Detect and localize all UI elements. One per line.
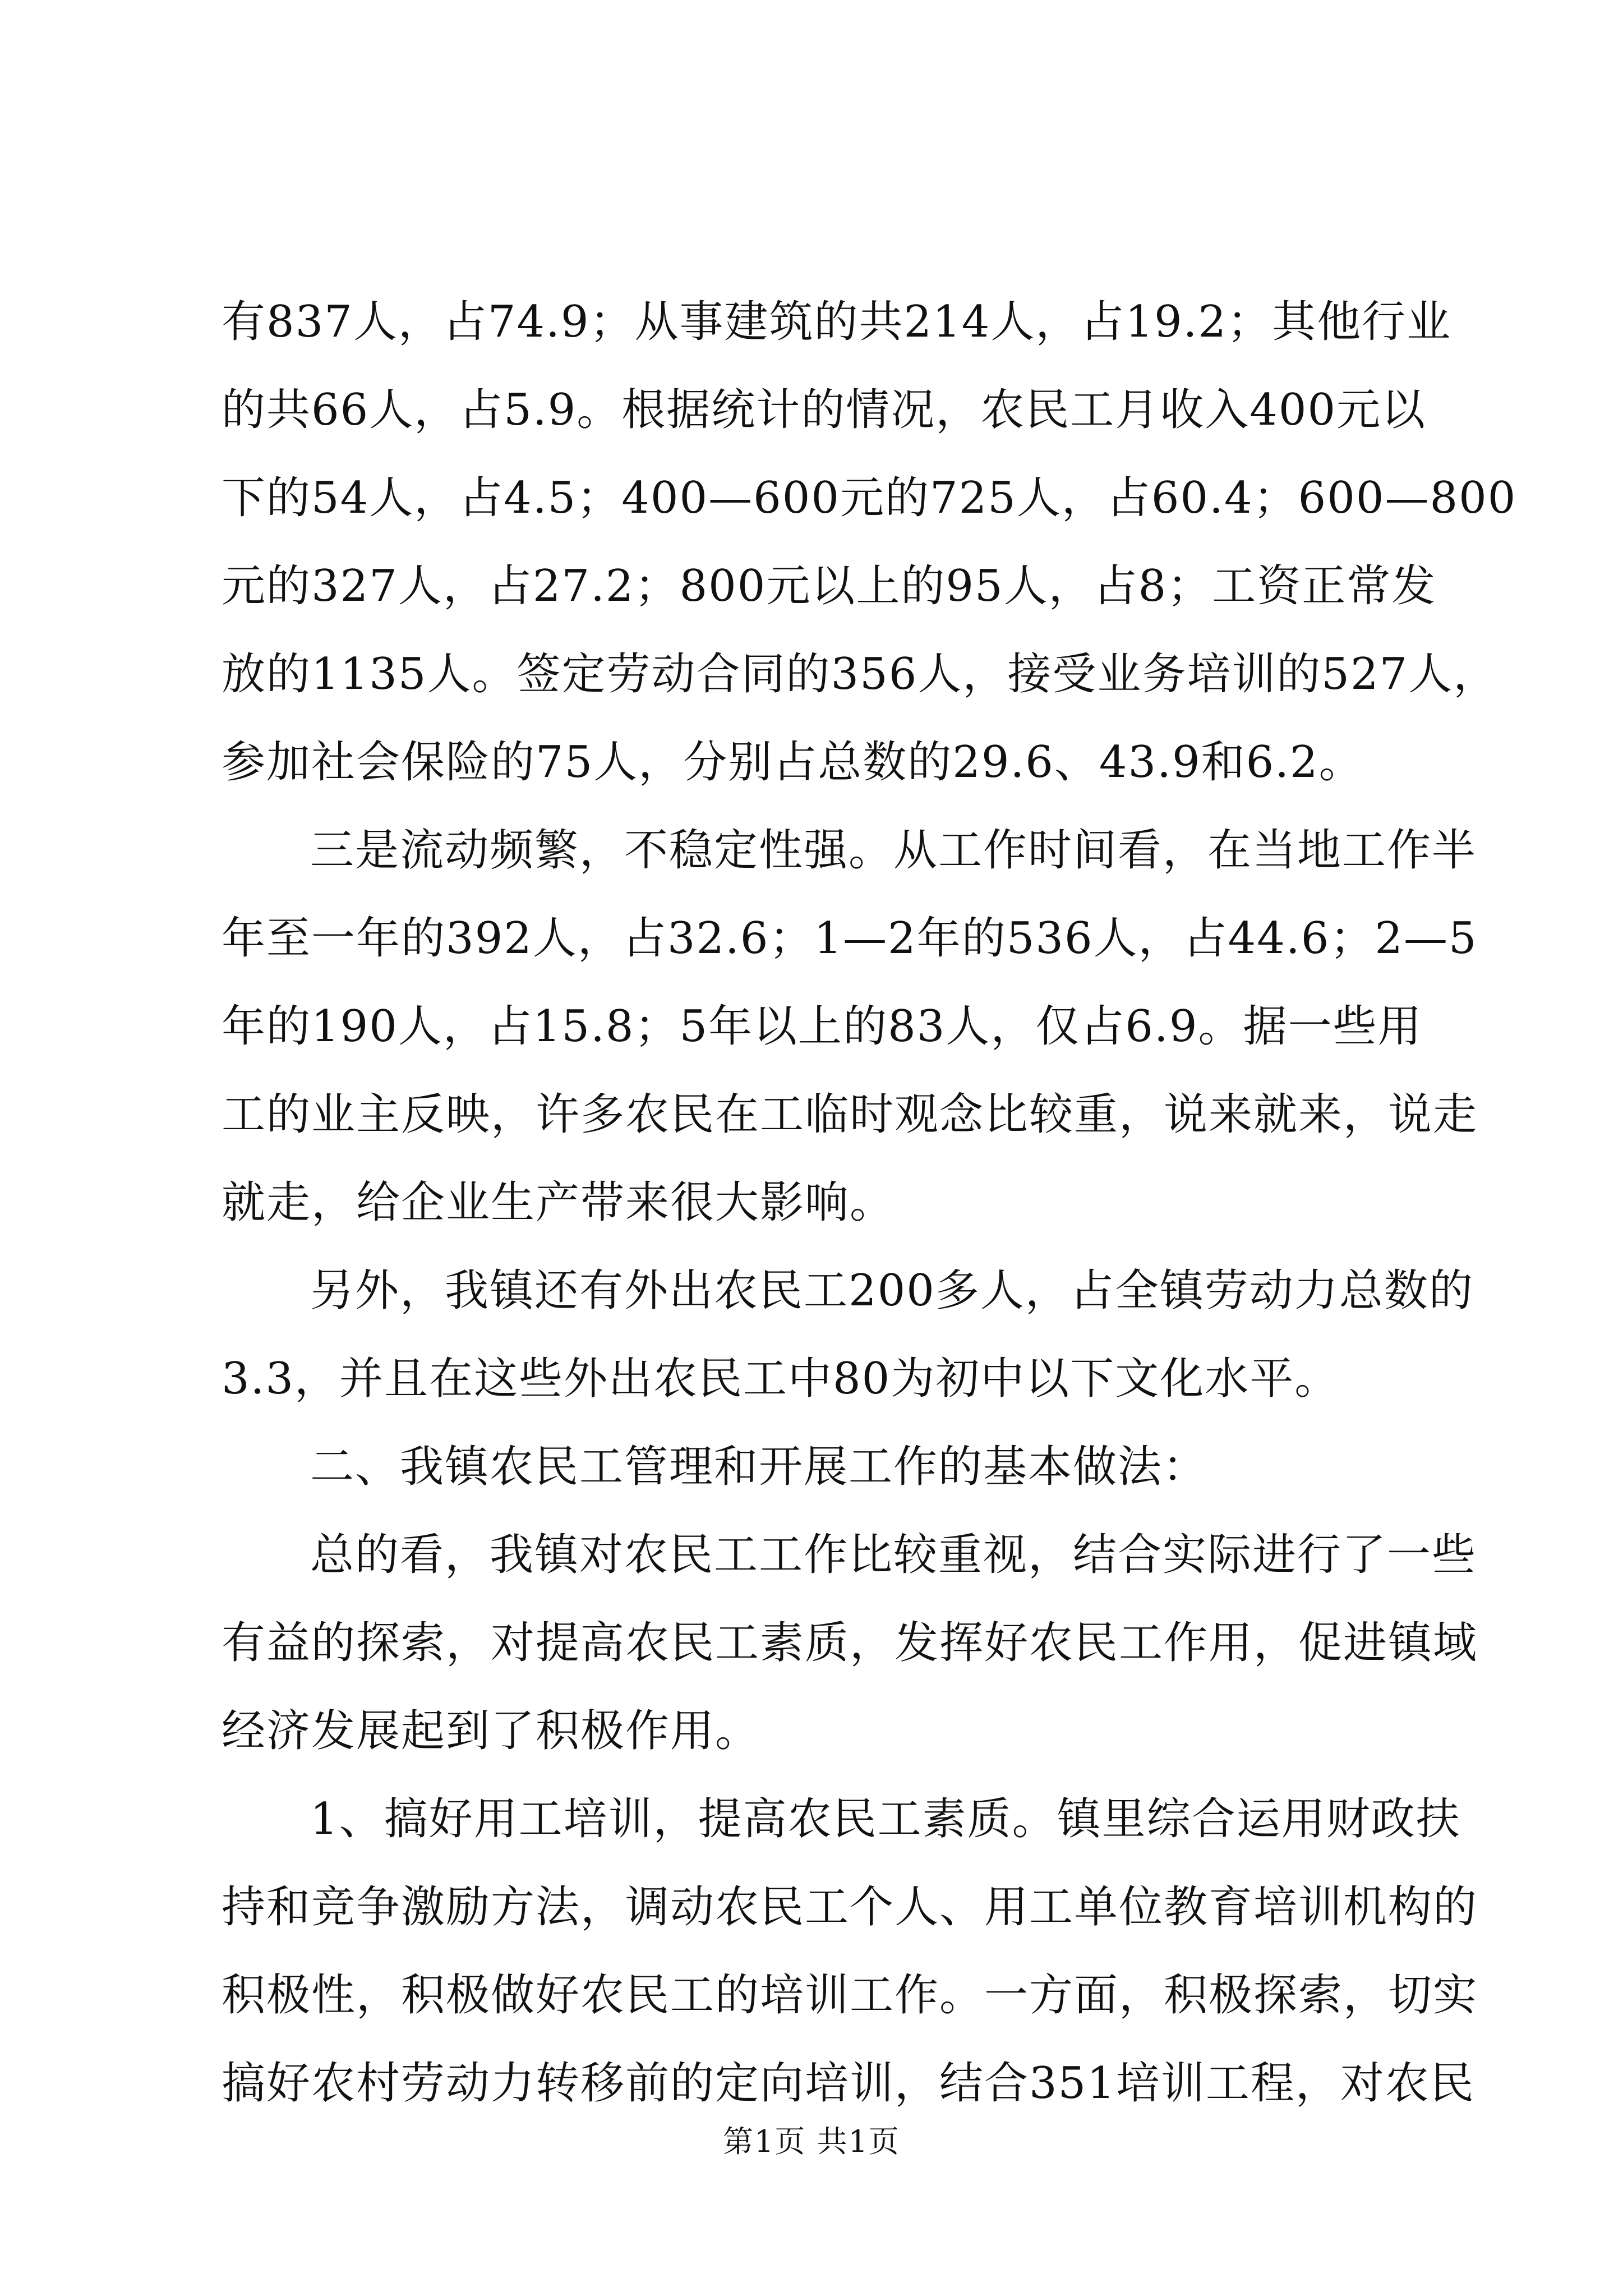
text-line: 搞好农村劳动力转移前的定向培训，结合351培训工程，对农民 bbox=[222, 2058, 1475, 2109]
text-line: 3.3，并且在这些外出农民工中80为初中以下文化水平。 bbox=[222, 1354, 1340, 1404]
text-line: 放的1135人。签定劳动合同的356人，接受业务培训的527人， bbox=[222, 649, 1498, 700]
text-line: 的共66人，占5.9。根据统计的情况，农民工月收入400元以 bbox=[222, 385, 1427, 435]
text-line: 持和竞争激励方法，调动农民工个人、用工单位教育培训机构的 bbox=[222, 1882, 1478, 1932]
paragraph-start-line: 1、搞好用工培训，提高农民工素质。镇里综合运用财政扶 bbox=[310, 1794, 1461, 1844]
paragraph-start-line: 三是流动频繁，不稳定性强。从工作时间看，在当地工作半 bbox=[310, 825, 1477, 876]
text-line: 就走，给企业生产带来很大影响。 bbox=[222, 1177, 895, 1228]
paragraph-start-line: 总的看，我镇对农民工工作比较重视，结合实际进行了一些 bbox=[310, 1530, 1477, 1580]
text-line: 工的业主反映，许多农民在工临时观念比较重，说来就来，说走 bbox=[222, 1089, 1478, 1140]
text-line: 有益的探索，对提高农民工素质，发挥好农民工作用，促进镇域 bbox=[222, 1618, 1478, 1668]
paragraph-start-line: 另外，我镇还有外出农民工200多人，占全镇劳动力总数的 bbox=[310, 1266, 1474, 1316]
section-heading: 二、我镇农民工管理和开展工作的基本做法： bbox=[310, 1442, 1208, 1492]
text-line: 参加社会保险的75人，分别占总数的29.6、43.9和6.2。 bbox=[222, 737, 1364, 788]
text-line: 积极性，积极做好农民工的培训工作。一方面，积极探索，切实 bbox=[222, 1970, 1478, 2021]
text-line: 有837人，占74.9；从事建筑的共214人，占19.2；其他行业 bbox=[222, 297, 1452, 347]
page-footer: 第1页 共1页 bbox=[723, 2124, 900, 2159]
text-line: 年至一年的392人，占32.6；1—2年的536人，占44.6；2—5 bbox=[222, 913, 1478, 964]
text-line: 年的190人，占15.8；5年以上的83人，仅占6.9。据一些用 bbox=[222, 1001, 1423, 1052]
text-line: 经济发展起到了积极作用。 bbox=[222, 1706, 760, 1756]
text-line: 下的54人，占4.5；400—600元的725人，占60.4；600—800 bbox=[222, 473, 1517, 523]
text-line: 元的327人，占27.2；800元以上的95人，占8；工资正常发 bbox=[222, 561, 1437, 611]
